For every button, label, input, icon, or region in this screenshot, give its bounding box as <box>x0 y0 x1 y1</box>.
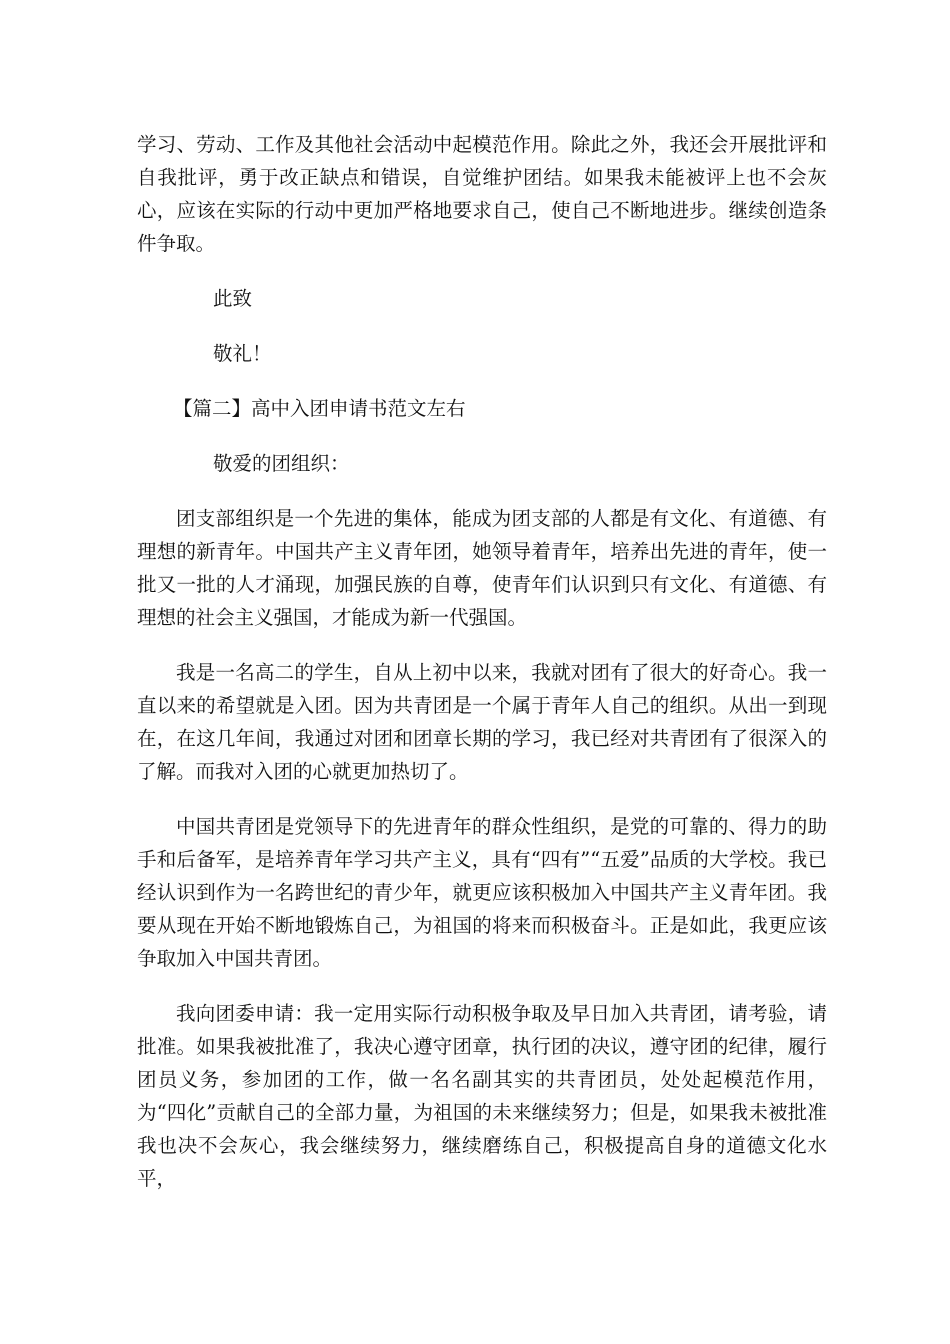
section-heading: 【篇二】高中入团申请书范文左右 <box>173 397 466 420</box>
paragraph-body-4: 我向团委申请：我一定用实际行动积极争取及早日加入共青团，请考验，请批准。如果我被批准了，我决心遵守团章，执行团的决议，遵守团的纪律，履行团员义务，参加团的工作，做一名名副其实的共青团员，处处起模范作用，为“四化”贡献自己的全部力量，为祖国的未来继续努力；但是，如果我未被批准我也决不会灰心，我会继续努力，继续磨练自己，积极提高自身的道德文化水平， <box>137 1002 827 1190</box>
closing-salutation: 此致 <box>213 287 253 310</box>
paragraph-body-1: 团支部组织是一个先进的集体，能成为团支部的人都是有文化、有道德、有理想的新青年。中国共产主义青年团，她领导着青年，培养出先进的青年，使一批又一批的人才涌现，加强民族的自尊，使青年们认识到只有文化、有道德、有理想的社会主义强国，才能成为新一代强国。 <box>137 507 827 629</box>
document-body <box>137 128 827 1217</box>
paragraph-body-2: 我是一名高二的学生，自从上初中以来，我就对团有了很大的好奇心。我一直以来的希望就是入团。因为共青团是一个属于青年人自己的组织。从出一到现在，在这几年间，我通过对团和团章长期的学习，我已经对共青团有了很深入的了解。而我对入团的心就更加热切了。 <box>137 661 827 783</box>
paragraph-body-3: 中国共青团是党领导下的先进青年的群众性组织，是党的可靠的、得力的助手和后备军，是培养青年学习共产主义，具有“四有”“五爱”品质的大学校。我已经认识到作为一名跨世纪的青少年，就更应该积极加入中国共产主义青年团。我要从现在开始不断地锻炼自己，为祖国的将来而积极奋斗。正是如此，我更应该争取加入中国共青团。 <box>137 815 827 970</box>
paragraph-continuation: 学习、劳动、工作及其他社会活动中起模范作用。除此之外，我还会开展批评和自我批评，勇于改正缺点和错误，自觉维护团结。如果我未能被评上也不会灰心，应该在实际的行动中更加严格地要求自己，使自己不断地进步。继续创造条件争取。 <box>137 133 827 255</box>
letter-greeting: 敬爱的团组织： <box>213 452 350 475</box>
closing-regards: 敬礼！ <box>213 342 272 365</box>
